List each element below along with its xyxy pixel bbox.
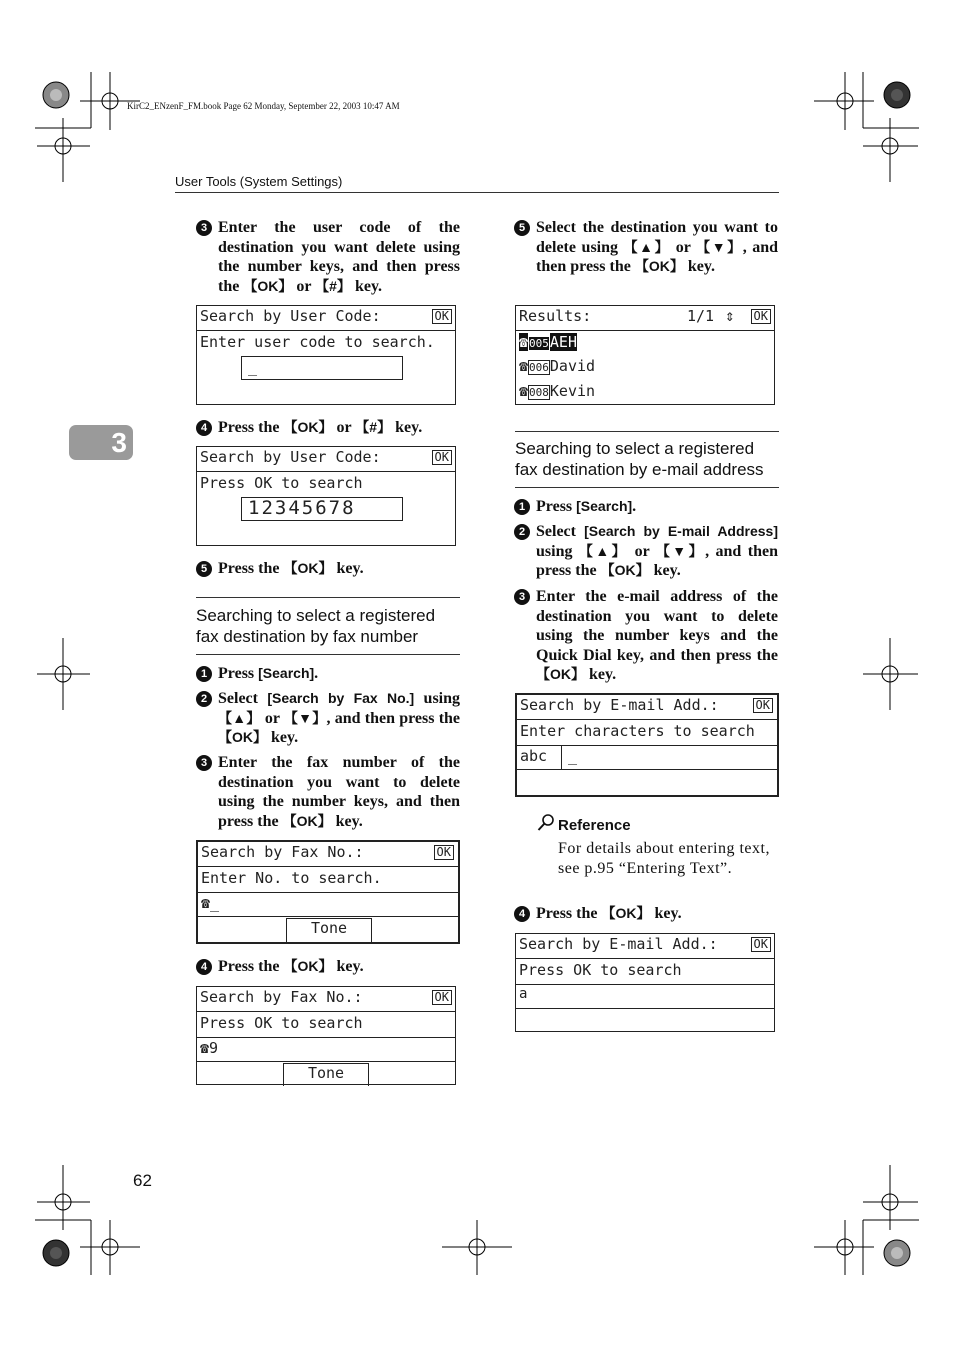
fax-step-enter-number: 3 Enter the fax number of the destination you want to delete using the number keys, and then press the 【OK】 key. — [218, 753, 460, 831]
step-number-badge: 5 — [514, 220, 530, 236]
fax-number-input[interactable]: ☎9 — [200, 1039, 219, 1057]
step-select-destination: 5 Select the destination you want to delete using 【▲】 or 【▼】, and then press the 【OK】 key. — [536, 218, 778, 277]
scroll-arrows-icon: ⇕ — [725, 306, 735, 325]
running-header: User Tools (System Settings) — [175, 174, 343, 189]
step-number-badge: 3 — [514, 589, 530, 605]
lcd-user-code-search: Search by User Code: OK Press OK to search 12345678 — [196, 446, 456, 546]
phone-icon: ☎ — [519, 357, 529, 375]
step-number-badge: 2 — [514, 524, 530, 540]
reference-label: Reference — [558, 817, 631, 834]
section-title-fax-number: Searching to select a registered fax destination by fax number — [196, 606, 436, 646]
user-code-input[interactable]: _ — [241, 356, 403, 380]
section-rule — [196, 654, 460, 655]
ok-indicator: OK — [432, 450, 452, 465]
step-number-badge: 4 — [196, 420, 212, 436]
page-number: 62 — [133, 1171, 152, 1190]
phone-icon: ☎ — [519, 333, 529, 351]
lcd-results-list: Results: 1/1 ⇕ OK ☎005AEH ☎006David ☎008Kevin — [515, 305, 775, 405]
result-row-selected[interactable]: ☎005AEH — [519, 333, 577, 351]
step-press-ok-or-hash: 4 Press the 【OK】 or 【#】 key. — [218, 418, 460, 438]
step-number-badge: 5 — [196, 561, 212, 577]
result-row[interactable]: ☎008Kevin — [519, 382, 596, 400]
section-rule — [515, 487, 779, 488]
fax-number-input[interactable]: ☎_ — [201, 894, 220, 912]
user-code-input[interactable]: 12345678 — [241, 497, 403, 521]
tone-button[interactable]: Tone — [286, 918, 372, 943]
step-number-badge: 4 — [514, 906, 530, 922]
tone-button[interactable]: Tone — [283, 1063, 369, 1086]
section-title-email: Searching to select a registered fax destination by e-mail address — [515, 439, 764, 479]
fax-step-press-ok: 4 Press the 【OK】 key. — [218, 957, 460, 977]
lcd-email-search: Search by E-mail Add.: OK Press OK to search a — [515, 933, 775, 1032]
input-mode-indicator: abc — [520, 747, 548, 765]
step-press-ok: 5 Press the 【OK】 key. — [218, 559, 460, 579]
ok-indicator: OK — [753, 698, 773, 713]
lcd-user-code-entry: Search by User Code: OK Enter user code to search. _ — [196, 305, 456, 405]
reference-text: For details about entering text, see p.95 “Entering Text”. — [558, 840, 770, 877]
header-rule — [175, 192, 779, 193]
fax-step-select-search-by-fax: 2 Select [Search by Fax No.] using 【▲】 or 【▼】, and then press the 【OK】 key. — [218, 689, 460, 748]
result-row[interactable]: ☎006David — [519, 357, 596, 375]
email-step-select-search-by-email: 2 Select [Search by E-mail Address] using 【▲】 or 【▼】, and then press the 【OK】 key. — [536, 522, 778, 581]
step-number-badge: 2 — [196, 691, 212, 707]
ok-indicator: OK — [432, 309, 452, 324]
ok-indicator: OK — [751, 309, 771, 324]
lcd-fax-number-search: Search by Fax No.: OK Press OK to search ☎9 Tone — [196, 986, 456, 1085]
ok-indicator: OK — [751, 937, 771, 952]
step-enter-user-code: 3 Enter the user code of the destination you want delete using the number keys, and then press the 【OK】 or 【#】 key. — [218, 218, 460, 296]
step-number-badge: 3 — [196, 755, 212, 771]
section-rule — [196, 597, 460, 598]
email-step-press-ok: 4 Press the 【OK】 key. — [536, 904, 778, 924]
ok-indicator: OK — [434, 845, 454, 860]
step-number-badge: 1 — [196, 666, 212, 682]
step-number-badge: 4 — [196, 959, 212, 975]
lcd-email-entry: Search by E-mail Add.: OK Enter characters to search abc _ — [515, 693, 779, 797]
step-number-badge: 1 — [514, 499, 530, 515]
email-step-enter-address: 3 Enter the e-mail address of the destination you want to delete using the number keys and the Quick Dial key, and then press the 【OK】 key. — [536, 587, 778, 685]
email-input[interactable]: a — [519, 986, 528, 1002]
email-input[interactable]: _ — [568, 747, 578, 765]
magnifier-icon — [537, 814, 555, 832]
book-meta-line: KirC2_ENzenF_FM.book Page 62 Monday, September 22, 2003 10:47 AM — [127, 101, 400, 111]
email-step-press-search: 1 Press [Search]. — [536, 497, 778, 517]
lcd-fax-number-entry: Search by Fax No.: OK Enter No. to search. ☎_ Tone — [196, 840, 460, 944]
step-number-badge: 3 — [196, 220, 212, 236]
ok-indicator: OK — [432, 990, 452, 1005]
fax-step-press-search: 1 Press [Search]. — [218, 664, 460, 684]
results-page-indicator: 1/1 — [687, 307, 715, 325]
section-rule — [515, 431, 779, 432]
chapter-tab: 3 — [69, 425, 133, 460]
phone-icon: ☎ — [519, 382, 529, 400]
